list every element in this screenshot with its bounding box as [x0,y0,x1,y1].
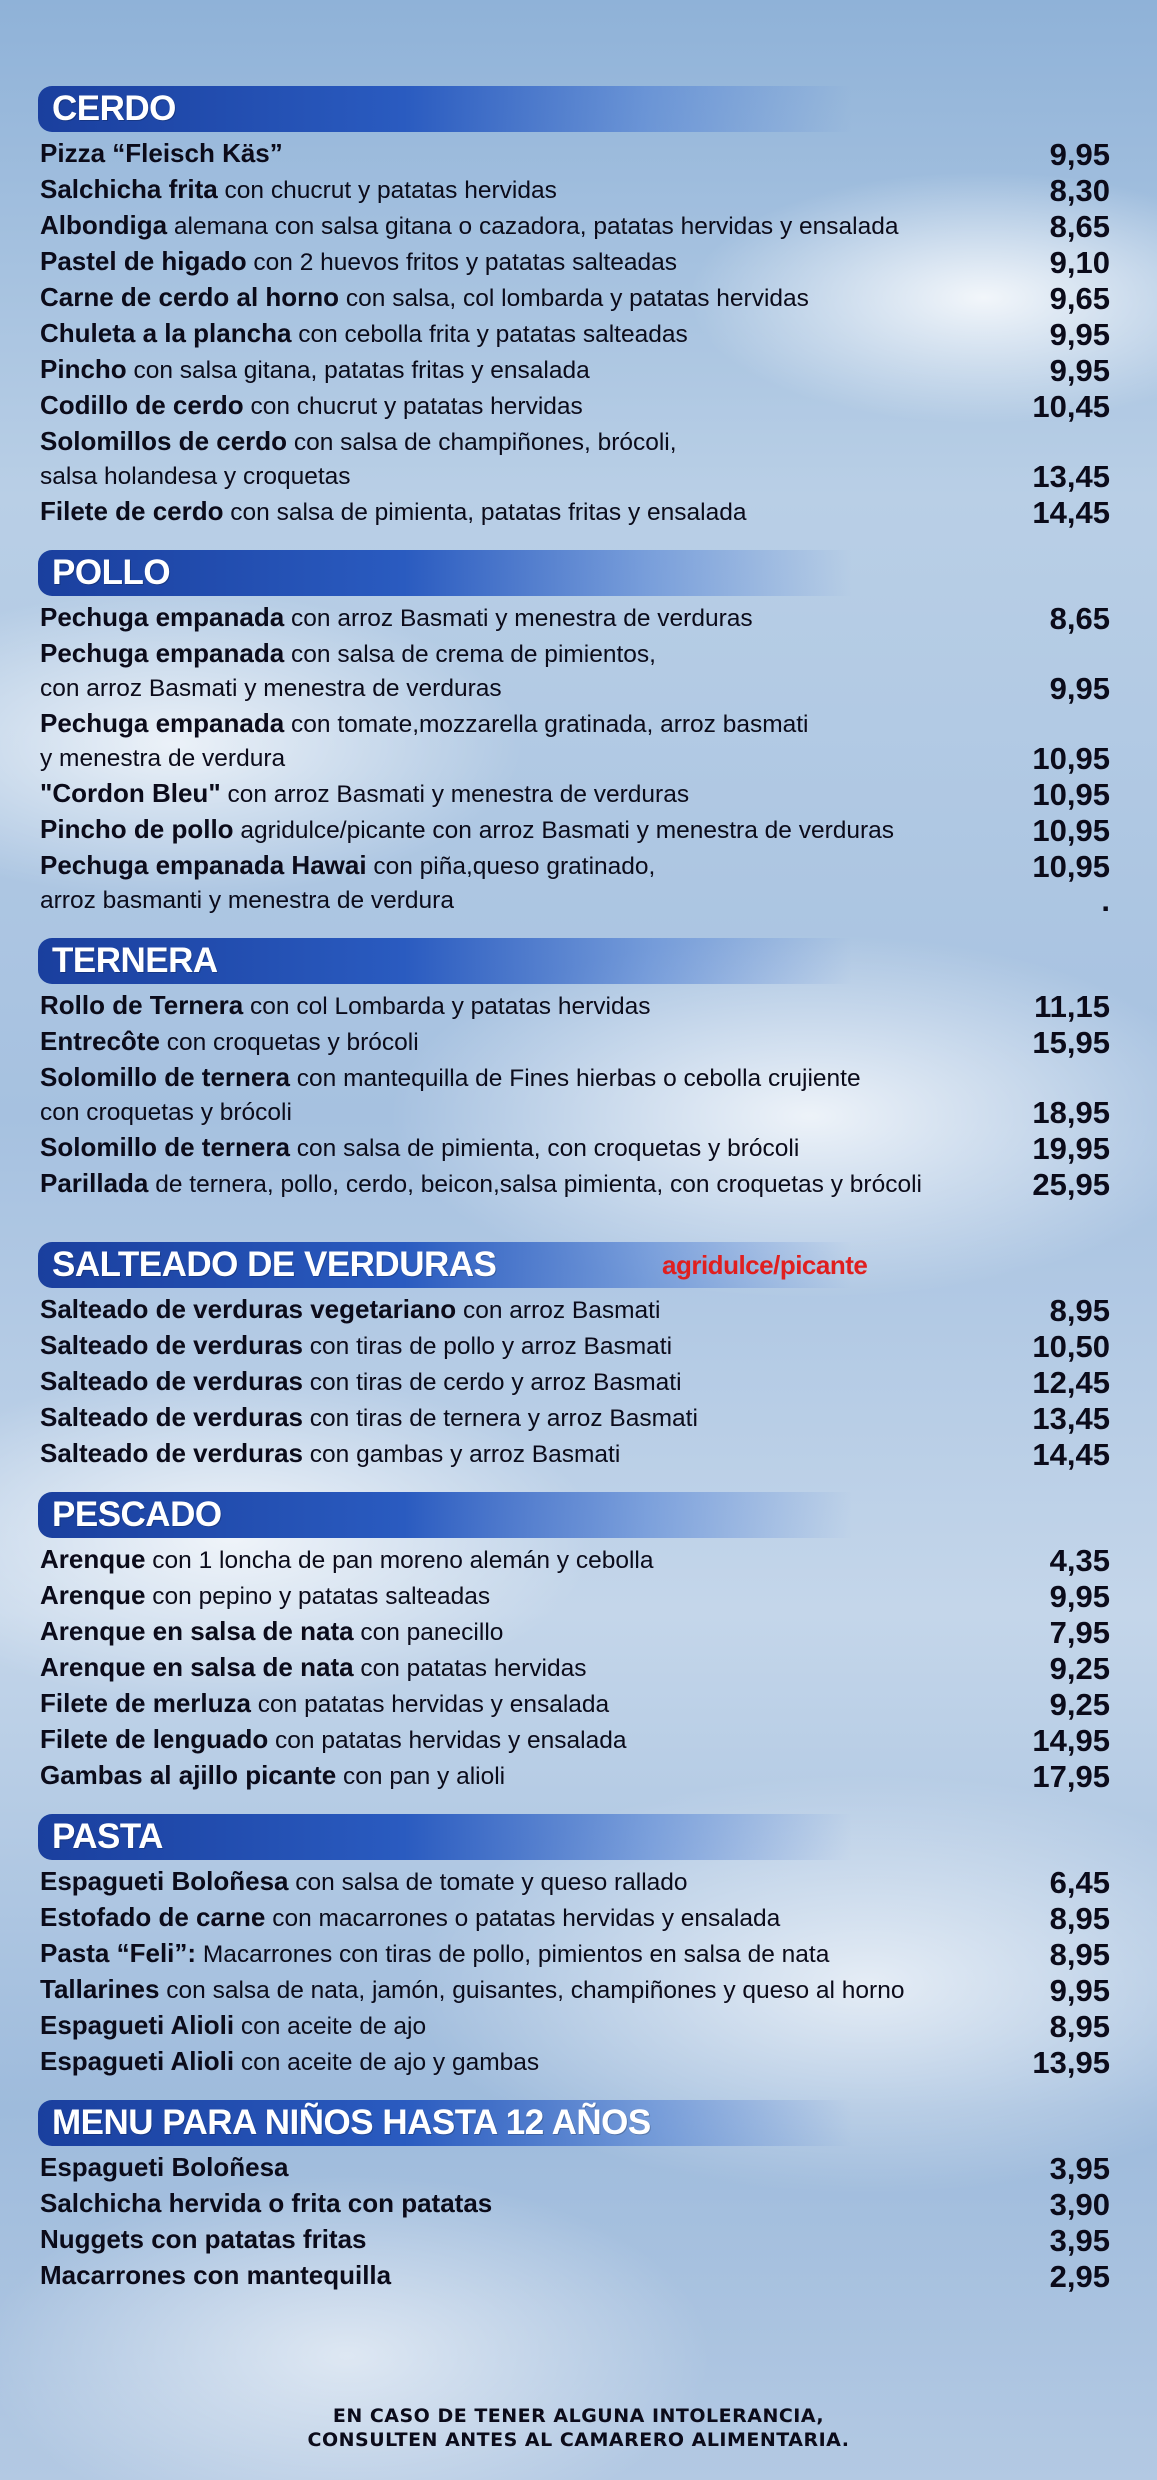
item-details-line2: y menestra de verdura [40,745,286,772]
item-price: 8,95 [1049,1901,1110,1936]
menu-items [38,136,1110,530]
allergy-notice-line2: CONSULTEN ANTES AL CAMARERO ALIMENTARIA. [307,2429,850,2451]
item-description [40,136,1000,172]
item-details: con cebolla frita y patatas salteadas [291,321,688,348]
item-description [40,2008,1000,2044]
menu-item [40,706,1110,742]
item-price: 8,65 [1049,601,1110,636]
item-price: 10,95 [1032,813,1110,848]
section-header [38,938,852,984]
item-price: 10,45 [1032,389,1110,424]
menu-item [40,812,1110,848]
menu-item [40,494,1110,530]
item-price: 9,95 [1049,353,1110,388]
section-header [38,86,852,132]
menu-item [40,1166,1110,1202]
item-price: 14,45 [1032,1437,1110,1472]
item-details-line2: con arroz Basmati y menestra de verduras [40,675,502,702]
menu-item [40,172,1110,208]
menu-items [38,1292,1110,1472]
item-price: 13,95 [1032,2045,1110,2080]
section-title: MENU PARA NIÑOS HASTA 12 AÑOS [52,2103,651,2142]
item-details-line2: con croquetas y brócoli [40,1099,292,1126]
item-name: Pasta “Feli”: [40,1938,197,1968]
item-description [40,812,1000,848]
item-description [40,388,1000,424]
menu-item-continuation [40,884,1110,918]
item-name: Codillo de cerdo [40,390,244,420]
item-details: con chucrut y patatas hervidas [217,177,557,204]
item-price: 9,95 [1049,1579,1110,1614]
item-details: Macarrones con tiras de pollo, pimientos en salsa de nata [196,1941,830,1968]
menu-item [40,1758,1110,1794]
item-price: 8,30 [1049,173,1110,208]
section-title: PASTA [52,1817,163,1856]
item-details: con salsa de tomate y queso rallado [288,1869,688,1896]
item-details: con macarrones o patatas hervidas y ensalada [265,1905,781,1932]
item-details: con tiras de cerdo y arroz Basmati [303,1369,682,1396]
item-name: Solomillo de ternera [40,1132,290,1162]
menu-item [40,600,1110,636]
item-details: con arroz Basmati [456,1297,661,1324]
item-details: agridulce/picante con arroz Basmati y menestra de verduras [233,817,895,844]
item-details: con salsa, col lombarda y patatas hervidas [339,285,809,312]
section-title: CERDO [52,89,176,128]
section-pasta [38,1814,1110,2080]
item-details-line2: arroz basmanti y menestra de verdura [40,887,454,914]
item-price: 9,95 [1049,317,1110,352]
item-name: Arenque en salsa de nata [40,1652,354,1682]
item-price: 14,95 [1032,1723,1110,1758]
item-details: con pan y alioli [336,1763,506,1790]
item-details: con salsa de pimienta, con croquetas y brócoli [289,1135,800,1162]
menu-item [40,1722,1110,1758]
menu-item [40,1130,1110,1166]
section-salteado [38,1242,1110,1472]
item-name: Pincho [40,354,127,384]
item-name: Albondiga [40,210,168,240]
item-price: 9,95 [1049,137,1110,172]
item-details: con salsa de nata, jamón, guisantes, champiñones y queso al horno [159,1977,905,2004]
item-description [40,1024,1000,1060]
item-price: 9,25 [1049,1687,1110,1722]
menu-item [40,424,1110,460]
item-description [40,316,1000,352]
item-name: Salteado de verduras [40,1402,303,1432]
menu-item [40,136,1110,172]
item-details: alemana con salsa gitana o cazadora, patatas hervidas y ensalada [167,213,899,240]
item-description [40,1758,1000,1794]
item-name: Salteado de verduras [40,1366,303,1396]
item-price: 12,45 [1032,1365,1110,1400]
section-header [38,2100,852,2146]
item-price: 8,65 [1049,209,1110,244]
item-details: con salsa de champiñones, brócoli, [287,429,677,456]
menu-page [38,86,1110,2314]
item-name: Chuleta a la plancha [40,318,292,348]
item-details: de ternera, pollo, cerdo, beicon,salsa pimienta, con croquetas y brócoli [148,1171,922,1198]
item-description [40,988,1000,1024]
item-description [40,1864,1000,1900]
menu-item [40,2258,1110,2294]
section-cerdo [38,86,1110,530]
item-name: Arenque [40,1544,146,1574]
item-price: 2,95 [1049,2259,1110,2294]
item-price: 8,95 [1049,1293,1110,1328]
item-name: Rollo de Ternera [40,990,244,1020]
item-description [40,2186,1000,2222]
item-details-line2: salsa holandesa y croquetas [40,463,351,490]
item-details: con tiras de pollo y arroz Basmati [303,1333,673,1360]
item-details: con patatas hervidas [353,1655,587,1682]
item-price: 3,95 [1049,2151,1110,2186]
item-price: 13,45 [1032,1401,1110,1436]
item-name: "Cordon Bleu" [40,778,221,808]
item-details: con mantequilla de Fines hierbas o cebolla crujiente [289,1065,861,1092]
item-details: con panecillo [353,1619,504,1646]
item-name: Espagueti Boloñesa [40,2152,289,2182]
item-description [40,2258,1000,2294]
menu-item [40,1578,1110,1614]
item-description [40,1130,1000,1166]
item-description [40,1060,1110,1096]
item-description [40,1166,1000,1202]
item-name: Tallarines [40,1974,160,2004]
menu-item [40,352,1110,388]
item-price: 8,95 [1049,1937,1110,1972]
item-price: 13,45 [1032,459,1110,494]
menu-item [40,1972,1110,2008]
menu-item [40,1542,1110,1578]
section-ninos [38,2100,1110,2294]
section-header [38,550,852,596]
menu-item [40,244,1110,280]
item-price: 4,35 [1049,1543,1110,1578]
menu-item [40,388,1110,424]
item-name: Pastel de higado [40,246,247,276]
item-price: 7,95 [1049,1615,1110,1650]
item-details: con pepino y patatas salteadas [145,1583,491,1610]
item-description [40,280,1000,316]
item-description [40,1972,1000,2008]
item-description [40,1650,1000,1686]
item-description [40,1936,1000,1972]
item-details: con patatas hervidas y ensalada [268,1727,627,1754]
menu-item [40,1936,1110,1972]
item-description [40,1328,1000,1364]
section-title: PESCADO [52,1495,222,1534]
item-description [40,1292,1000,1328]
menu-item [40,1060,1110,1096]
item-name: Salteado de verduras vegetariano [40,1294,457,1324]
allergy-notice-line1: EN CASO DE TENER ALGUNA INTOLERANCIA, [332,2405,825,2427]
item-description [40,352,1000,388]
item-price: 9,10 [1049,245,1110,280]
section-pescado [38,1492,1110,1794]
item-price: 10,50 [1032,1329,1110,1364]
item-name: Estofado de carne [40,1902,266,1932]
menu-item [40,2222,1110,2258]
item-name: Solomillo de ternera [40,1062,290,1092]
menu-item [40,2186,1110,2222]
item-price: 25,95 [1032,1167,1110,1202]
section-title: SALTEADO DE VERDURAS [52,1245,497,1284]
section-pollo [38,550,1110,918]
item-details: con 1 loncha de pan moreno alemán y cebolla [145,1547,654,1574]
item-details: con arroz Basmati y menestra de verduras [284,605,753,632]
section-header [38,1492,852,1538]
item-description [40,1722,1000,1758]
menu-item [40,1328,1110,1364]
item-name: Gambas al ajillo picante [40,1760,337,1790]
item-name: Pincho de pollo [40,814,234,844]
item-name: Salteado de verduras [40,1330,303,1360]
menu-item-continuation [40,1096,1110,1130]
menu-item [40,776,1110,812]
item-description [40,706,1110,742]
item-name: Espagueti Boloñesa [40,1866,289,1896]
item-name: Filete de merluza [40,1688,251,1718]
item-price: 10,95 [1032,741,1110,776]
item-price: 18,95 [1032,1095,1110,1130]
item-name: Arenque en salsa de nata [40,1616,354,1646]
menu-item-continuation [40,742,1110,776]
item-price: 17,95 [1032,1759,1110,1794]
item-details: con piña,queso gratinado, [366,853,656,880]
item-name: Salteado de verduras [40,1438,303,1468]
item-price: 3,90 [1049,2187,1110,2222]
section-header [38,1242,868,1288]
item-name: Arenque [40,1580,146,1610]
item-name: Pizza “Fleisch Käs” [40,138,283,168]
item-details: con salsa gitana, patatas fritas y ensalada [126,357,590,384]
item-details: con aceite de ajo [234,2013,427,2040]
item-price: 9,65 [1049,281,1110,316]
item-description [40,1578,1000,1614]
item-price: 8,95 [1049,2009,1110,2044]
menu-items [38,1864,1110,2080]
section-title: TERNERA [52,941,218,980]
item-price: . [1101,883,1110,918]
item-description [40,1436,1000,1472]
menu-item [40,280,1110,316]
item-name: Pechuga empanada [40,602,285,632]
menu-item [40,316,1110,352]
item-name: Carne de cerdo al horno [40,282,340,312]
item-price: 9,25 [1049,1651,1110,1686]
section-note: agridulce/picante [662,1250,868,1280]
item-description [40,2150,1000,2186]
item-details: con gambas y arroz Basmati [303,1441,621,1468]
menu-item [40,1900,1110,1936]
item-price: 11,15 [1034,989,1110,1024]
item-name: Parillada [40,1168,149,1198]
item-name: Nuggets con patatas fritas [40,2224,367,2254]
item-price: 9,95 [1049,1973,1110,2008]
menu-item [40,1400,1110,1436]
item-price: 15,95 [1032,1025,1110,1060]
allergy-notice [0,2404,1157,2452]
item-name: Pechuga empanada Hawai [40,850,367,880]
item-description [40,848,1000,884]
item-description [40,1400,1000,1436]
item-details: con col Lombarda y patatas hervidas [243,993,651,1020]
menu-items [38,600,1110,918]
menu-item [40,988,1110,1024]
menu-item [40,1686,1110,1722]
item-name: Filete de lenguado [40,1724,269,1754]
item-description [40,244,1000,280]
item-name: Salchicha hervida o frita con patatas [40,2188,493,2218]
item-details: con salsa de crema de pimientos, [284,641,656,668]
item-name: Pechuga empanada [40,708,285,738]
item-description [40,494,1000,530]
menu-item [40,1024,1110,1060]
item-description [40,1542,1000,1578]
menu-item [40,2150,1110,2186]
item-details: con patatas hervidas y ensalada [250,1691,610,1718]
menu-item [40,1364,1110,1400]
menu-item [40,2044,1110,2080]
menu-item [40,1864,1110,1900]
menu-items [38,988,1110,1202]
item-details: con aceite de ajo y gambas [234,2049,540,2076]
item-name: Entrecôte [40,1026,160,1056]
item-description [40,2222,1000,2258]
menu-item-continuation [40,672,1110,706]
menu-item [40,1650,1110,1686]
item-description [40,1364,1000,1400]
item-description [40,600,1000,636]
item-description [40,208,1000,244]
item-description [40,172,1000,208]
item-price: 14,45 [1032,495,1110,530]
menu-item [40,848,1110,884]
section-ternera [38,938,1110,1202]
item-name: Espagueti Alioli [40,2010,235,2040]
item-price: 10,95 [1032,777,1110,812]
menu-items [38,1542,1110,1794]
menu-item [40,2008,1110,2044]
menu-item [40,1436,1110,1472]
item-description [40,636,1110,672]
item-name: Solomillos de cerdo [40,426,288,456]
menu-item [40,1292,1110,1328]
item-price: 9,95 [1049,671,1110,706]
item-details: con croquetas y brócoli [159,1029,419,1056]
item-details: con tiras de ternera y arroz Basmati [303,1405,698,1432]
item-details: con arroz Basmati y menestra de verduras [220,781,690,808]
item-name: Filete de cerdo [40,496,224,526]
item-description [40,424,1110,460]
menu-item [40,636,1110,672]
item-description [40,1614,1000,1650]
item-price: 3,95 [1049,2223,1110,2258]
item-name: Macarrones con mantequilla [40,2260,392,2290]
item-price: 10,95 [1032,849,1110,884]
item-description [40,2044,1000,2080]
menu-item [40,1614,1110,1650]
item-description [40,1900,1000,1936]
menu-item [40,208,1110,244]
section-title: POLLO [52,553,171,592]
item-name: Pechuga empanada [40,638,285,668]
item-details: con tomate,mozzarella gratinada, arroz basmati [284,711,809,738]
item-name: Salchicha frita [40,174,218,204]
item-details: con chucrut y patatas hervidas [243,393,583,420]
item-description [40,1686,1000,1722]
item-price: 19,95 [1032,1131,1110,1166]
item-description [40,776,1000,812]
item-details: con 2 huevos fritos y patatas salteadas [246,249,677,276]
menu-item-continuation [40,460,1110,494]
menu-items [38,2150,1110,2294]
item-name: Espagueti Alioli [40,2046,235,2076]
item-price: 6,45 [1049,1865,1110,1900]
item-details: con salsa de pimienta, patatas fritas y ensalada [223,499,747,526]
section-header [38,1814,852,1860]
